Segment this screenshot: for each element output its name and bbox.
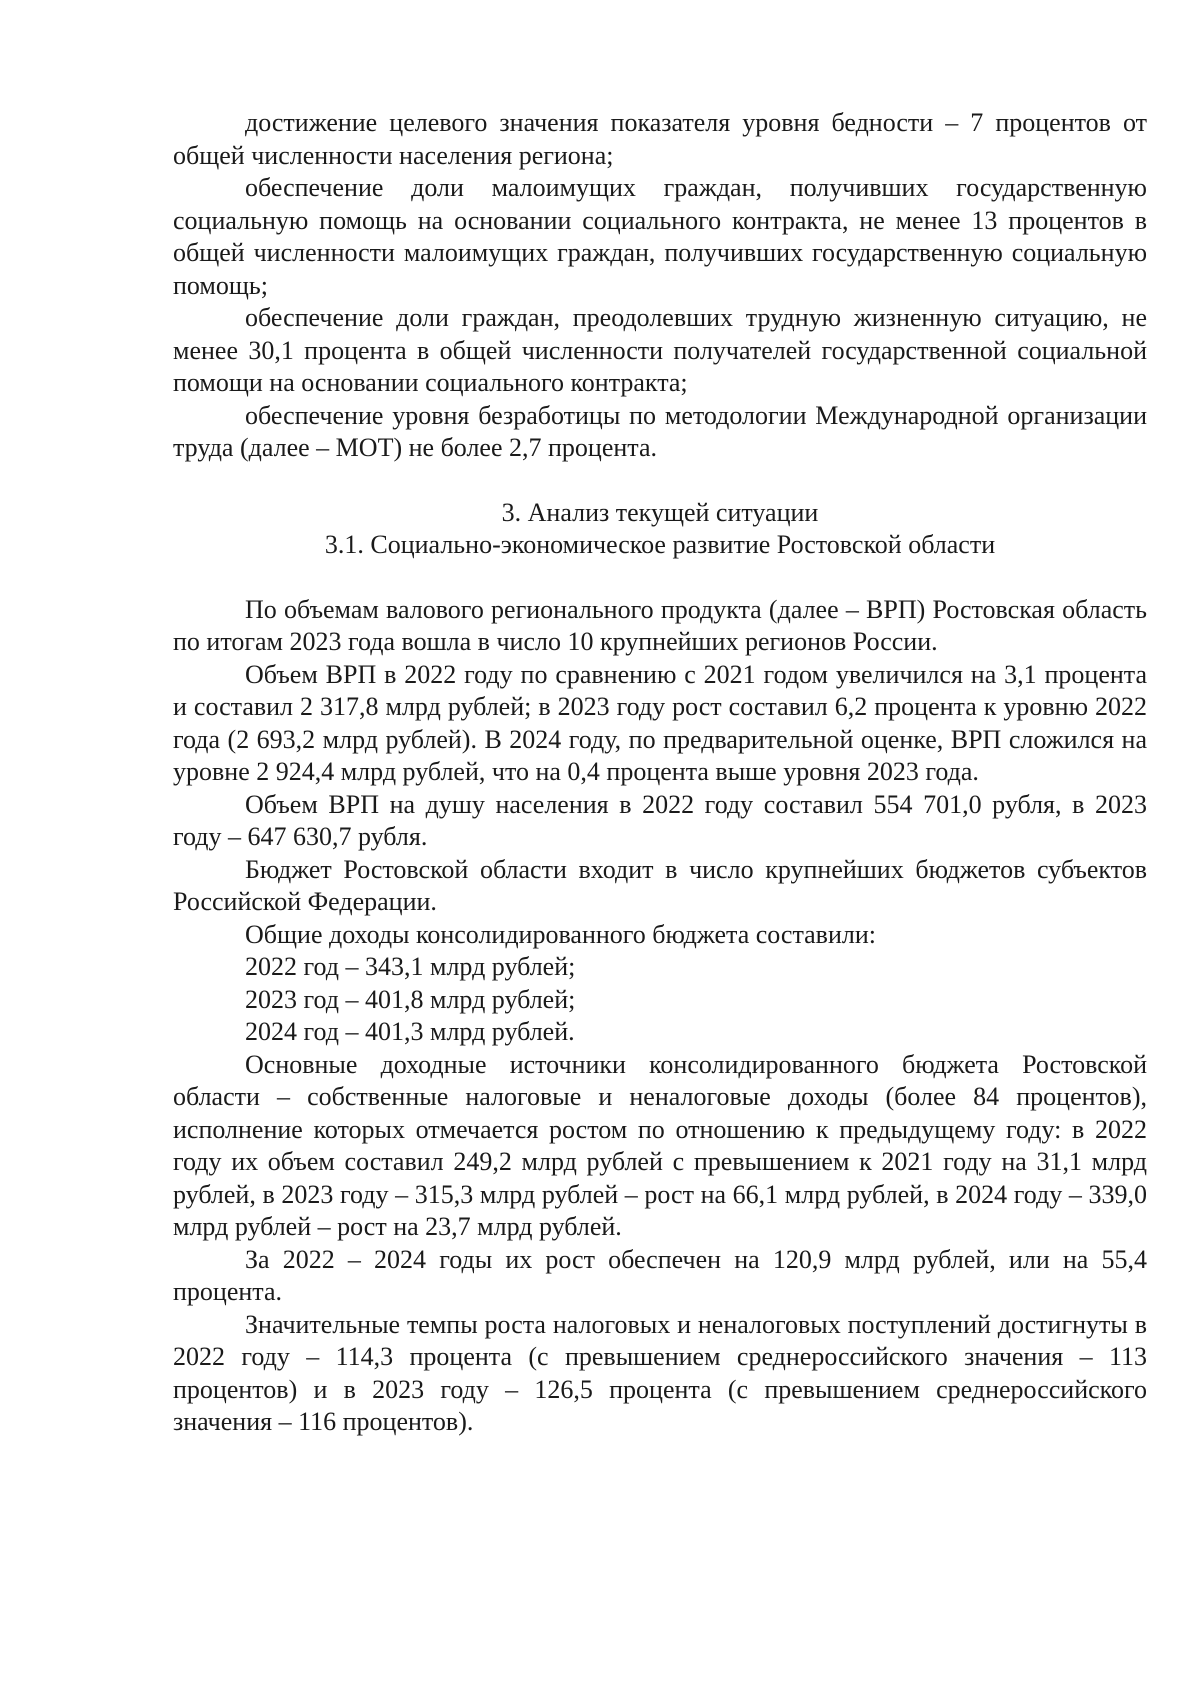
income-2024-line: 2024 год – 401,3 млрд рублей.	[245, 1017, 575, 1046]
paragraph-income-sources: Основные доходные источники консолидированного бюджета Ростовской области – собственные налоговые и неналоговые доходы (более 84 процентов), исполнение которых отмечается ростом по отношению к предыдущему году: в 2022 году их объем составил 249,2 млрд рублей с превышением к 2021 году на 31,1 млрд рублей, в 2023 году – 315,3 млрд рублей – рост на 66,1 млрд рублей, в 2024 году – 339,0 млрд рублей – рост на 23,7 млрд рублей.	[173, 1049, 1147, 1241]
section-title: 3. Анализ текущей ситуации	[501, 497, 819, 527]
paragraph-budget-income-intro: Общие доходы консолидированного бюджета составили:	[245, 919, 876, 949]
paragraph-budget-rank: Бюджет Ростовской области входит в число крупнейших бюджетов субъектов Российской Федерации.	[173, 854, 1147, 916]
spacer	[173, 562, 1147, 594]
goal-poverty-level: достижение целевого значения показателя уровня бедности – 7 процентов от общей численности населения региона;	[173, 108, 1147, 170]
goal-social-contract-share: обеспечение доли малоимущих граждан, получивших государственную социальную помощь на основании социального контракта, не менее 13 процентов в общей численности малоимущих граждан, получивших государственную социальную помощь;	[173, 173, 1147, 300]
section-subtitle: 3.1. Социально-экономическое развитие Ростовской области	[324, 530, 996, 559]
income-2023-line: 2023 год – 401,8 млрд рублей;	[245, 984, 576, 1014]
document-page	[173, 107, 1147, 1439]
spacer	[173, 465, 1147, 497]
paragraph-growth-rates: Значительные темпы роста налоговых и неналоговых поступлений достигнуты в 2022 году – 114,3 процента (с превышением среднероссийского значения – 113 процентов) и в 2023 году – 126,5 процента (с превышением среднероссийского значения – 116 процентов).	[173, 1309, 1147, 1436]
paragraph-growth-total: За 2022 – 2024 годы их рост обеспечен на 120,9 млрд рублей, или на 55,4 процента.	[173, 1244, 1147, 1306]
goal-overcome-hardship-share: обеспечение доли граждан, преодолевших трудную жизненную ситуацию, не менее 30,1 процента в общей численности получателей государственной социальной помощи на основании социального контракта;	[173, 303, 1147, 397]
paragraph-grp-per-capita: Объем ВРП на душу населения в 2022 году составил 554 701,0 рубля, в 2023 году – 647 630,7 рубля.	[173, 789, 1147, 851]
goal-unemployment-level: обеспечение уровня безработицы по методологии Международной организации труда (далее – МОТ) не более 2,7 процента.	[173, 400, 1147, 462]
income-2022-line: 2022 год – 343,1 млрд рублей;	[245, 952, 576, 981]
paragraph-grp-volume: Объем ВРП в 2022 году по сравнению с 2021 годом увеличился на 3,1 процента и составил 2 317,8 млрд рублей; в 2023 году рост составил 6,2 процента к уровню 2022 года (2 693,2 млрд рублей). В 2024 году, по предварительной оценке, ВРП сложился на уровне 2 924,4 млрд рублей, что на 0,4 процента выше уровня 2023 года.	[173, 659, 1147, 786]
paragraph-grp-rank: По объемам валового регионального продукта (далее – ВРП) Ростовская область по итогам 2023 года вошла в число 10 крупнейших регионов России.	[173, 594, 1147, 656]
